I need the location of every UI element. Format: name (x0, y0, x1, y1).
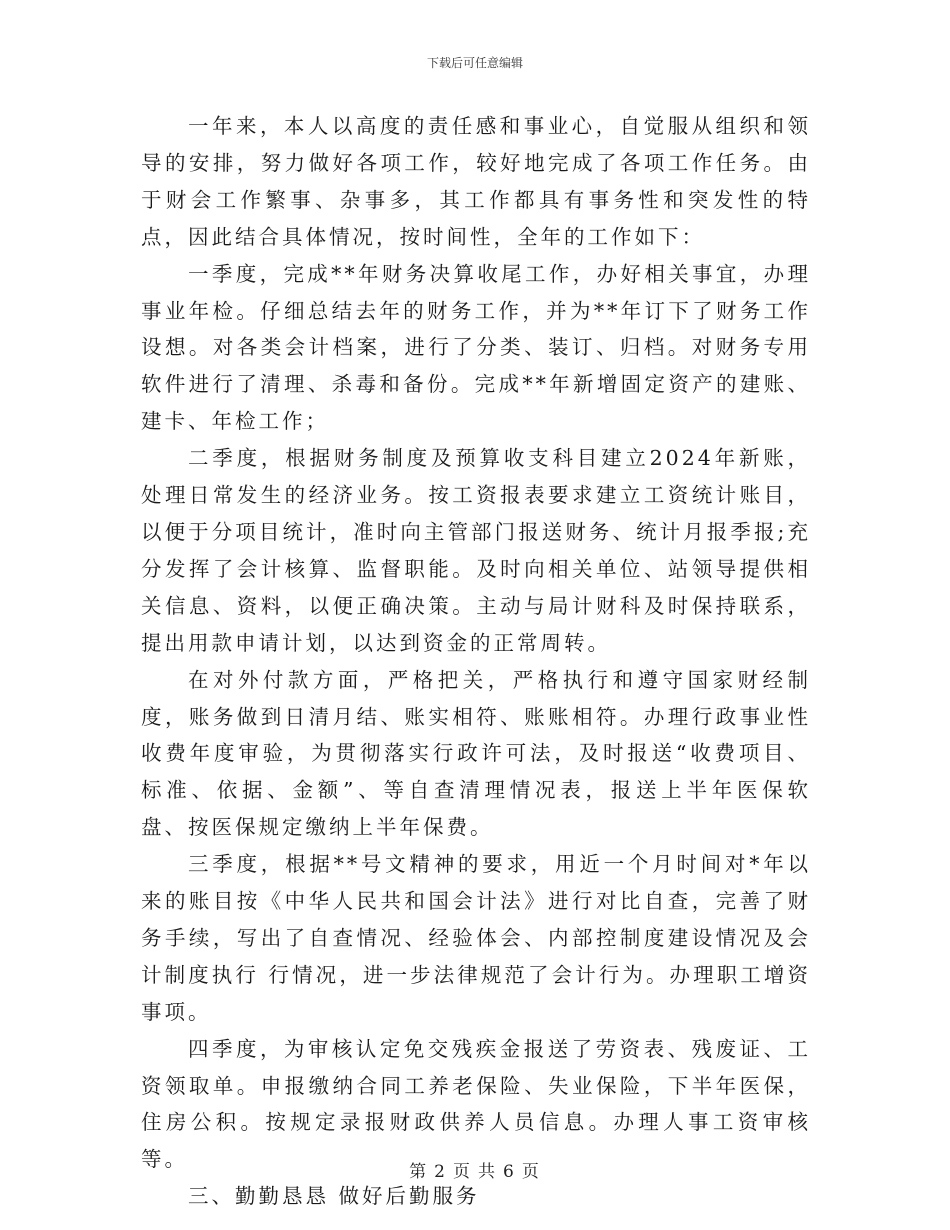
page-label-suffix: 页 (521, 1162, 541, 1182)
page-label-prefix: 第 (409, 1162, 429, 1182)
paragraph-q3: 三季度，根据**号文精神的要求，用近一个月时间对*年以来的账目按《中华人民共和国会计法》进行对比自查，完善了财务手续，写出了自查情况、经验体会、内部控制度建设情况及会计制度执行 行情况，进一步法律规范了会计行为。办理职工增资事项。 (141, 852, 811, 1024)
section-heading-logistics: 三、勤勤恳恳 做好后勤服务 (188, 1184, 480, 1209)
document-body (141, 108, 811, 1215)
current-page-number: 2 (434, 1162, 447, 1182)
paragraph-q4: 四季度，为审核认定免交残疾金报送了劳资表、残废证、工资领取单。申报缴纳合同工养老保险、失业保险，下半年医保，住房公积。按规定录报财政供养人员信息。办理人事工资审核等。 (141, 1036, 811, 1172)
page-label-mid-1: 页 (453, 1162, 472, 1182)
total-pages-number: 6 (503, 1162, 516, 1182)
paragraph-intro: 一年来，本人以高度的责任感和事业心，自觉服从组织和领导的安排，努力做好各项工作，较好地完成了各项工作任务。由于财会工作繁事、杂事多，其工作都具有事务性和突发性的特点，因此结合具体情况，按时间性，全年的工作如下： (141, 114, 811, 249)
page-footer (0, 1157, 950, 1182)
page-header: 下载后可任意编辑 (426, 56, 523, 70)
page-label-mid-2: 共 (478, 1162, 497, 1182)
paragraph-payments: 在对外付款方面，严格把关，严格执行和遵守国家财经制度，账务做到日清月结、账实相符、账账相符。办理行政事业性收费年度审验，为贯彻落实行政许可法，及时报送“收费项目、标准、依据、金额”、等自查清理情况表，报送上半年医保软盘、按医保规定缴纳上半年保费。 (141, 667, 811, 840)
paragraph-q1: 一季度，完成**年财务决算收尾工作，办好相关事宜，办理事业年检。仔细总结去年的财务工作，并为**年订下了财务工作设想。对各类会计档案，进行了分类、装订、归档。对财务专用软件进行了清理、杀毒和备份。完成**年新增固定资产的建账、建卡、年检工作； (141, 261, 811, 434)
paragraph-q2: 二季度，根据财务制度及预算收支科目建立2024年新账，处理日常发生的经济业务。按工资报表要求建立工资统计账目，以便于分项目统计，准时向主管部门报送财务、统计月报季报;充分发挥了会计核算、监督职能。及时向相关单位、站领导提供相关信息、资料，以便正确决策。主动与局计财科及时保持联系，提出用款申请计划，以达到资金的正常周转。 (141, 446, 811, 655)
